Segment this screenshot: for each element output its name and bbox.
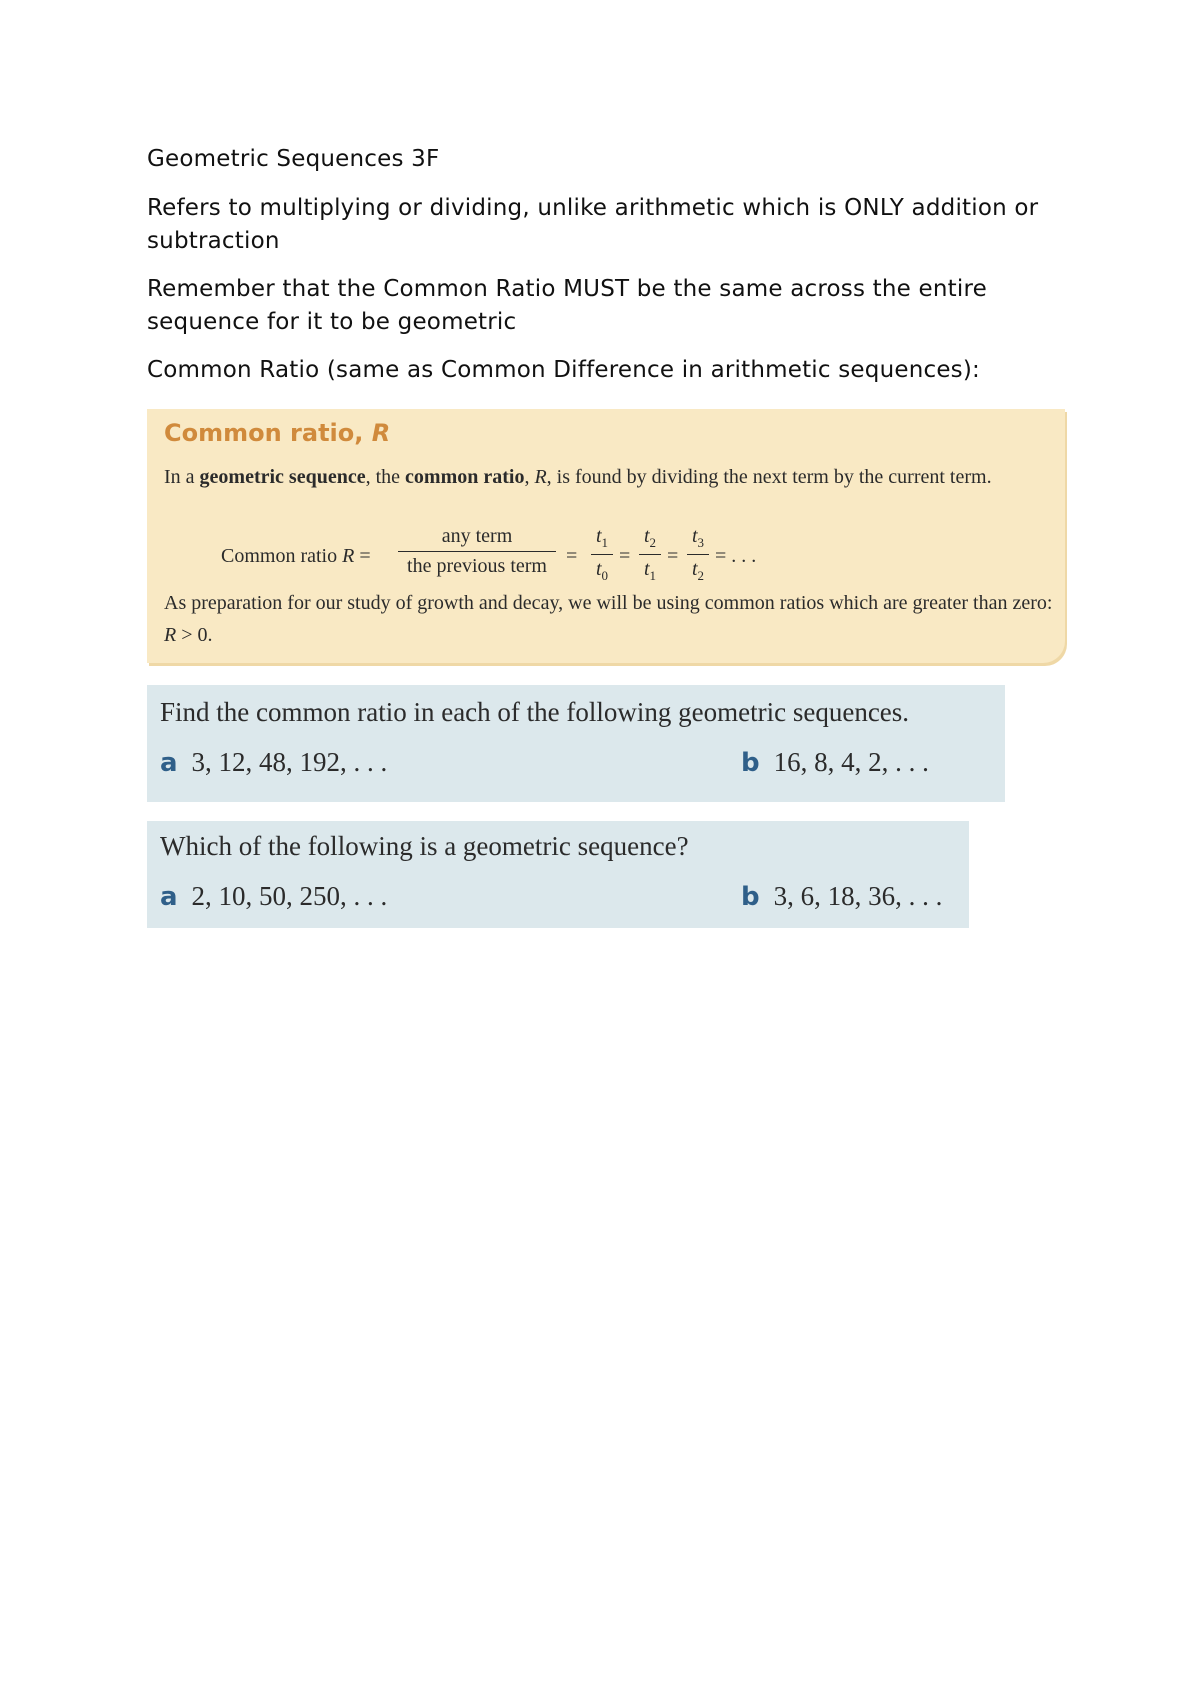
formula-lhs: Common ratio R = — [221, 545, 371, 567]
equals-sign: = — [566, 545, 578, 567]
paragraph-remember: Remember that the Common Ratio MUST be the same across the entire sequence for it to be geometric — [147, 276, 987, 335]
exercise-item-a — [160, 881, 387, 912]
common-ratio-formula — [221, 525, 921, 589]
item-sequence: 16, 8, 4, 2, . . . — [773, 747, 929, 777]
item-sequence: 3, 6, 18, 36, . . . — [773, 881, 943, 911]
fraction-t1-t0: $\frac{t_1}{t_0}$ — [591, 525, 613, 584]
definition-title: Common ratio, R — [164, 419, 391, 447]
paragraph-definition: Refers to multiplying or dividing, unlike arithmetic which is ONLY addition or subtraction — [147, 195, 1039, 254]
item-sequence: 3, 12, 48, 192, . . . — [191, 747, 388, 777]
exercise-question: Find the common ratio in each of the following geometric sequences. — [160, 697, 910, 727]
equals-sign: = — [619, 545, 631, 567]
definition-note: As preparation for our study of growth and decay, we will be using common ratios which are greater than zero: R > 0. — [164, 592, 1053, 646]
item-sequence: 2, 10, 50, 250, . . . — [191, 881, 388, 911]
page-title: Geometric Sequences 3F — [147, 146, 440, 172]
fraction-t2-t1: $\frac{t_2}{t_1}$ — [639, 525, 661, 584]
exercise-box-find-ratio — [147, 685, 1005, 802]
paragraph-common-ratio: Common Ratio (same as Common Difference in arithmetic sequences): — [147, 357, 980, 383]
equals-sign: = — [667, 545, 679, 567]
item-label: a — [160, 748, 178, 778]
item-label: a — [160, 882, 178, 912]
item-label: b — [741, 748, 760, 778]
exercise-item-b — [741, 881, 942, 912]
exercise-item-b — [741, 747, 929, 778]
exercise-item-a — [160, 747, 387, 778]
document-body — [147, 143, 1067, 402]
formula-ellipsis: = . . . — [715, 545, 757, 567]
fraction-t3-t2: $\frac{t_3}{t_2}$ — [687, 525, 709, 584]
exercise-question: Which of the following is a geometric sequence? — [160, 831, 689, 861]
item-label: b — [741, 882, 760, 912]
definition-text: In a geometric sequence, the common ratio, R, is found by dividing the next term by the current term. — [164, 466, 992, 488]
formula-main-fraction: any term the previous term — [398, 525, 556, 578]
exercise-box-which-geometric — [147, 821, 969, 928]
common-ratio-definition-box — [147, 409, 1065, 663]
